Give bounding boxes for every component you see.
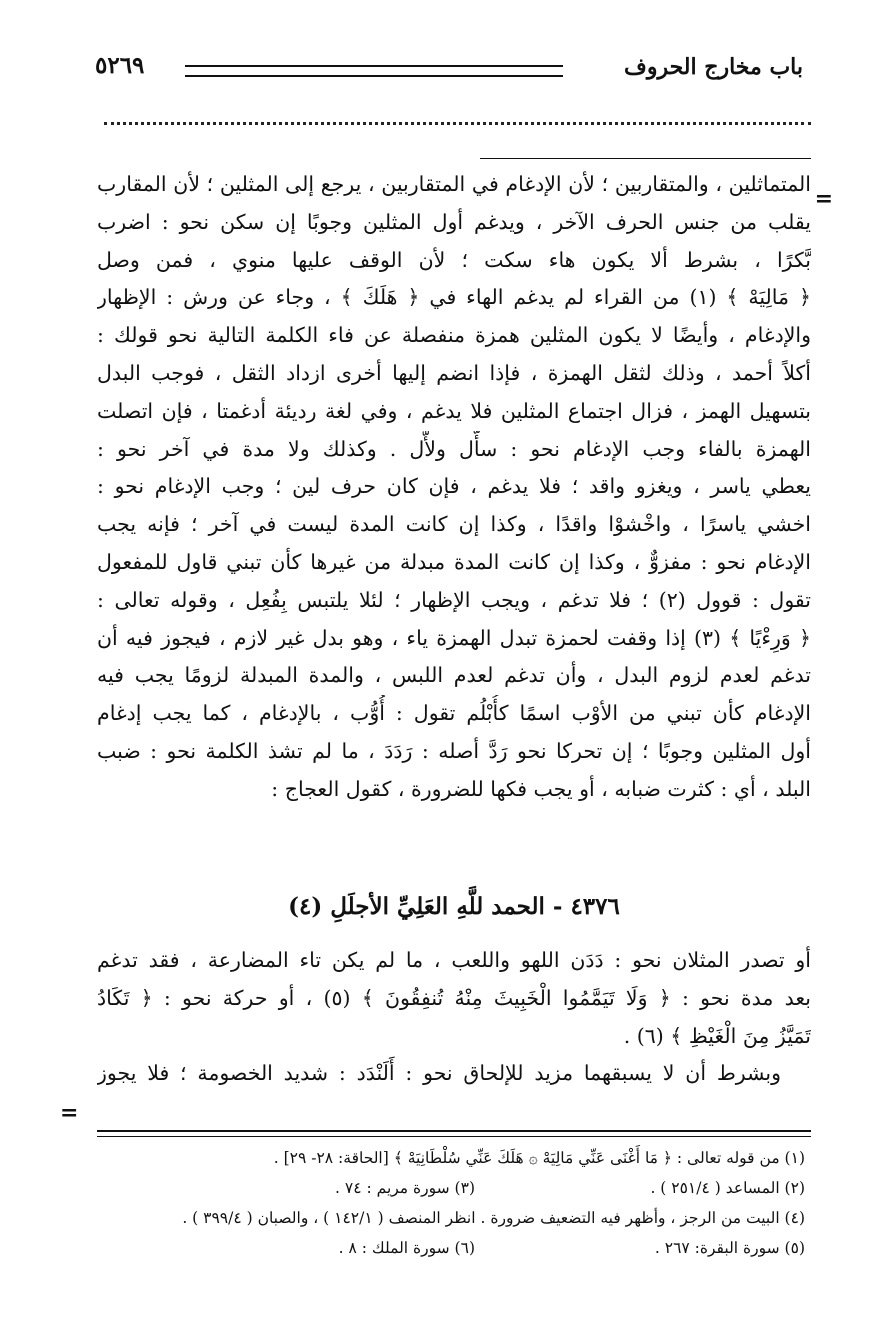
text-line: البلد ، أي : كثرت ضبابه ، أو يجب فكها للضرورة ، كقول العجاج : (271, 776, 811, 801)
continuation-mark-end: = (60, 1100, 79, 1126)
text-line: بتسهيل الهمز ، فزال اجتماع المثلين فلا يدغم ، وفي لغة رديئة أدغمتا ، فإن اتصلت (97, 398, 811, 423)
footnote-1: (١) من قوله تعالى : ﴿ مَا أَغْنَى عَنِّي مَالِيَهْ ۞ هَلَكَ عَنِّي سُلْطَانِيَهْ ﴾ [الحاقة: ٢٨- ٢٩] . (273, 1149, 805, 1167)
footnote-row (97, 1143, 805, 1173)
text-line: المتماثلين ، والمتقاربين ؛ لأن الإدغام في المتقاربين ، يرجع إلى المثلين ؛ لأن المقارب (97, 172, 811, 196)
page-number: ٥٢٦٩ (95, 52, 145, 79)
text-line: الإدغام نحو : مفزوٌّ ، وكذا إن كانت المدة مبدلة من غيرها كأن تبني قاول للمفعول (97, 549, 811, 574)
text-line: بَّكرًا ، بشرط ألا يكون هاء سكت ؛ لأن الوقف عليها منوي ، فمن وصل (97, 247, 811, 272)
text-line: يعطي ياسر ، ويغزو واقد ؛ فلا يدغم ، فإن كان حرف لين ؛ وجب الإدغام نحو : (97, 474, 811, 499)
text-line: تقول : قوول (٢) ؛ فلا تدغم ، ويجب الإظهار ؛ لئلا يلتبس بِفُعِل ، وقوله تعالى : (97, 587, 811, 612)
footnote-4: (٤) البيت من الرجز ، وأظهر فيه التضعيف ضرورة . انظر المنصف ( ١٤٢/١ ) ، والصبان ( ٣٩٩/٤ ) . (182, 1209, 805, 1227)
footnote-row (97, 1173, 805, 1203)
text-line: بعد مدة نحو : ﴿ وَلَا تَيَمَّمُوا الْخَبِيثَ مِنْهُ تُنفِقُونَ ﴾ (٥) ، أو حركة نحو : ﴿ تَكَادُ (97, 985, 811, 1010)
footnote-2: (٢) المساعد ( ٢٥١/٤ ) . (650, 1179, 805, 1197)
text-line: تدغم لعدم لزوم البدل ، وأن تدغم لعدم اللبس ، والمدة المبدلة لزومًا يجب فيه (97, 663, 811, 688)
footnote-row (97, 1203, 805, 1233)
main-text (97, 166, 811, 809)
dotted-separator (104, 122, 811, 129)
text-line: يقلب من جنس الحرف الآخر ، ويدغم أول المثلين وجوبًا إن سكن نحو : اضرب (97, 209, 811, 234)
text-line: أكلاً أحمد ، وذلك لثقل الهمزة ، فإذا انضم إليها أخرى ازداد الثقل ، فوجب البدل (97, 360, 811, 385)
text-line: وبشرط أن لا يسبقهما مزيد للإلحاق نحو : أَلَنْدَد : شديد الخصومة ؛ فلا يجوز (97, 1061, 781, 1086)
text-line: والإدغام ، وأيضًا لا يكون المثلين همزة منفصلة عن فاء الكلمة التالية نحو قولك : (97, 323, 811, 348)
text-line: ﴿ وَرِءْيًا ﴾ (٣) إذا وقفت لحمزة تبدل الهمزة ياء ، وهو بدل غير لازم ، فيجوز فيه أن (97, 625, 811, 650)
footnote-row (97, 1233, 805, 1263)
continuation-mark-start: = (814, 186, 833, 212)
main-text-continued (97, 942, 811, 1093)
page-header (95, 52, 803, 86)
text-line: تَمَيَّزُ مِنَ الْغَيْظِ ﴾ (٦) . (623, 1023, 811, 1048)
text-line: اخشي ياسرًا ، واخْشوْا واقدًا ، وكذا إن كانت المدة ليست في آخر ؛ فإنه يجب (97, 512, 811, 537)
chapter-title: باب مخارج الحروف (624, 54, 803, 80)
footnote-rule-thin (97, 1136, 811, 1137)
footnote-3: (٣) سورة مريم : ٧٤ . (335, 1179, 475, 1197)
text-line: ﴿ مَالِيَهْ ﴾ (١) من القراء لم يدغم الهاء في ﴿ هَلَكَ ﴾ ، وجاء عن ورش : الإظهار (97, 285, 811, 310)
top-short-rule (480, 158, 811, 159)
footnote-rule-thick (97, 1130, 811, 1132)
header-double-rule (185, 65, 563, 77)
poetry-verse: ٤٣٧٦ - الحمد للَّهِ العَلِيِّ الأجلَلِ (٤) (288, 893, 620, 920)
text-line: أول المثلين وجوبًا ؛ إن تحركا نحو رَدَّ أصله : رَدَدَ ، ما لم تشذ الكلمة نحو : ضبب (97, 738, 811, 763)
footnote-5: (٥) سورة البقرة: ٢٦٧ . (654, 1239, 805, 1257)
text-line: الإدغام كأن تبني من الأوْب اسمًا كأُبْلُم تقول : أُوُّب ، بالإدغام ، كما يجب إدغام (97, 701, 811, 726)
footnotes (97, 1143, 805, 1263)
footnote-6: (٦) سورة الملك : ٨ . (338, 1239, 475, 1257)
text-line: الهمزة بالفاء وجب الإدغام نحو : سأَّل ولأَّل . وكذلك ولا مدة في آخر نحو : (97, 436, 811, 461)
text-line: أو تصدر المثلان نحو : دَدَن اللهو واللعب ، ما لم يكن تاء المضارعة ، فقد تدغم (97, 948, 811, 972)
